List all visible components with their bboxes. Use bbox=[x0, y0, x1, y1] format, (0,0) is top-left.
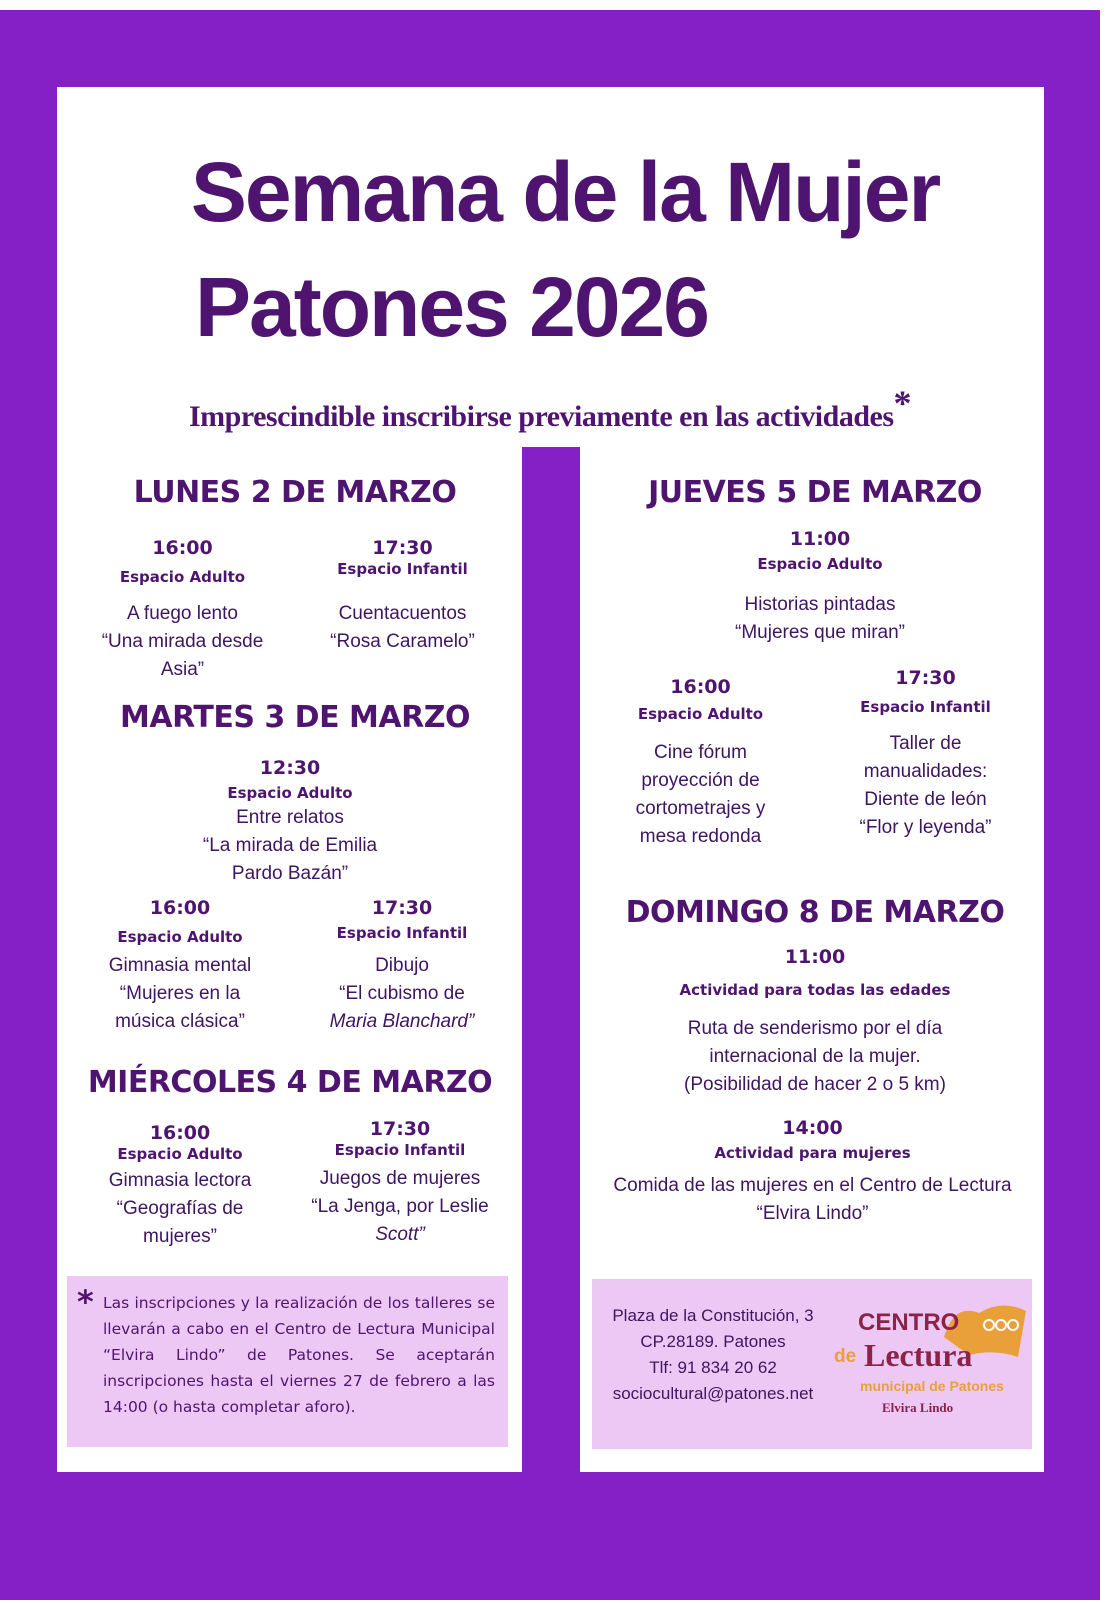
event bbox=[818, 667, 1033, 842]
event bbox=[295, 537, 510, 656]
contact-box bbox=[592, 1279, 1032, 1449]
event-time: 17:30 bbox=[369, 1118, 431, 1140]
event-time: 17:30 bbox=[371, 897, 433, 919]
desc: Asia” bbox=[160, 659, 205, 680]
event bbox=[285, 1118, 515, 1249]
address: Plaza de la Constitución, 3 bbox=[612, 1306, 814, 1325]
event bbox=[590, 946, 1040, 1099]
event bbox=[75, 897, 285, 1036]
day-heading-lunes: LUNES 2 DE MARZO bbox=[133, 475, 457, 510]
event-time: 16:00 bbox=[149, 1122, 211, 1144]
column-divider bbox=[522, 447, 580, 1477]
desc: Maria Blanchard” bbox=[329, 1011, 475, 1032]
day-heading-jueves: JUEVES 5 DE MARZO bbox=[648, 475, 982, 510]
event-space: Espacio Infantil bbox=[860, 698, 991, 716]
event-space: Espacio Infantil bbox=[336, 924, 468, 942]
asterisk-icon: * bbox=[77, 1283, 94, 1321]
desc: Taller de bbox=[889, 733, 962, 754]
logo-text: de bbox=[834, 1346, 857, 1367]
event-space: Espacio Adulto bbox=[227, 784, 353, 802]
event-time: 16:00 bbox=[670, 676, 731, 698]
event bbox=[292, 897, 512, 1036]
desc: Dibujo bbox=[375, 955, 429, 976]
logo-text: Elvira Lindo bbox=[882, 1400, 954, 1415]
postal-code: CP.28189. Patones bbox=[640, 1332, 786, 1351]
desc: Pardo Bazán” bbox=[231, 863, 349, 884]
subtitle bbox=[60, 382, 1040, 435]
event-space: Espacio Adulto bbox=[117, 928, 243, 946]
desc: Cuentacuentos bbox=[338, 603, 467, 624]
day-heading-miercoles: MIÉRCOLES 4 DE MARZO bbox=[87, 1065, 493, 1100]
desc: mujeres” bbox=[143, 1226, 217, 1247]
note-text: Las inscripciones y la realización de los talleres se llevarán a cabo en el Centro de Lectura Municipal “Elvira Lindo” de Patones. Se aceptarán inscripciones hasta el viernes 27 de febrero a las 14:00 (o hasta completar aforo). bbox=[103, 1294, 495, 1416]
desc: “Geografías de bbox=[116, 1198, 244, 1219]
desc: A fuego lento bbox=[127, 603, 238, 624]
email-link[interactable]: sociocultural@patones.net bbox=[612, 1384, 814, 1403]
registration-note bbox=[67, 1276, 508, 1447]
event-time: 11:00 bbox=[784, 946, 846, 968]
desc: “Mujeres en la bbox=[119, 983, 241, 1004]
centro-de-lectura-logo bbox=[834, 1297, 1029, 1427]
event-time: 16:00 bbox=[152, 537, 213, 559]
desc: Comida de las mujeres en el Centro de Lectura bbox=[613, 1175, 1012, 1196]
logo-text: CENTRO bbox=[858, 1309, 960, 1336]
subtitle-text: Imprescindible inscribirse previamente en las actividades bbox=[188, 400, 894, 433]
event bbox=[75, 1122, 285, 1251]
phone: Tlf: 91 834 20 62 bbox=[649, 1358, 777, 1377]
asterisk-icon: * bbox=[893, 383, 912, 423]
desc: “El cubismo de bbox=[339, 983, 465, 1004]
day-heading-martes: MARTES 3 DE MARZO bbox=[120, 700, 470, 735]
event bbox=[680, 528, 960, 647]
desc: Scott” bbox=[375, 1224, 425, 1245]
day-heading-domingo: DOMINGO 8 DE MARZO bbox=[625, 895, 1005, 930]
event-time: 17:30 bbox=[372, 537, 433, 559]
event bbox=[160, 757, 420, 888]
desc: “Mujeres que miran” bbox=[735, 622, 905, 643]
event bbox=[585, 1117, 1040, 1228]
desc: Gimnasia lectora bbox=[108, 1170, 252, 1191]
event-space: Espacio Adulto bbox=[637, 705, 764, 723]
event-space: Espacio Infantil bbox=[334, 1141, 466, 1159]
event-time: 17:30 bbox=[895, 667, 956, 689]
logo-text: municipal de Patones bbox=[860, 1378, 1004, 1394]
desc: mesa redonda bbox=[639, 826, 762, 847]
desc: Gimnasia mental bbox=[108, 955, 252, 976]
desc: proyección de bbox=[641, 770, 760, 791]
desc: (Posibilidad de hacer 2 o 5 km) bbox=[684, 1074, 946, 1095]
desc: “Una mirada desde bbox=[101, 631, 264, 652]
event-space: Espacio Adulto bbox=[757, 555, 883, 573]
desc: “Flor y leyenda” bbox=[859, 817, 992, 838]
event-time: 16:00 bbox=[149, 897, 211, 919]
event-space: Actividad para todas las edades bbox=[679, 981, 951, 999]
logo-text: Lectura bbox=[864, 1337, 973, 1373]
event-time: 14:00 bbox=[782, 1117, 843, 1139]
desc: Historias pintadas bbox=[744, 594, 896, 615]
event-space: Espacio Infantil bbox=[337, 560, 468, 578]
desc: Juegos de mujeres bbox=[319, 1168, 481, 1189]
event-space: Actividad para mujeres bbox=[714, 1144, 911, 1162]
desc: “La Jenga, por Leslie bbox=[311, 1196, 489, 1217]
event-space: Espacio Adulto bbox=[117, 1145, 243, 1163]
desc: Ruta de senderismo por el día bbox=[687, 1018, 943, 1039]
title-line1: Semana de la Mujer bbox=[190, 145, 940, 239]
event bbox=[75, 537, 290, 684]
desc: cortometrajes y bbox=[635, 798, 766, 819]
event-time: 11:00 bbox=[789, 528, 851, 550]
desc: “Elvira Lindo” bbox=[756, 1203, 869, 1224]
desc: Diente de león bbox=[864, 789, 987, 810]
title-line2: Patones 2026 bbox=[195, 260, 708, 354]
desc: internacional de la mujer. bbox=[709, 1046, 921, 1067]
desc: “Rosa Caramelo” bbox=[330, 631, 475, 652]
event bbox=[598, 676, 803, 851]
event-space: Espacio Adulto bbox=[119, 568, 246, 586]
desc: Cine fórum bbox=[654, 742, 747, 763]
event-time: 12:30 bbox=[259, 757, 321, 779]
desc: música clásica” bbox=[115, 1011, 245, 1032]
desc: manualidades: bbox=[863, 761, 988, 782]
desc: Entre relatos bbox=[236, 807, 344, 828]
desc: “La mirada de Emilia bbox=[202, 835, 378, 856]
